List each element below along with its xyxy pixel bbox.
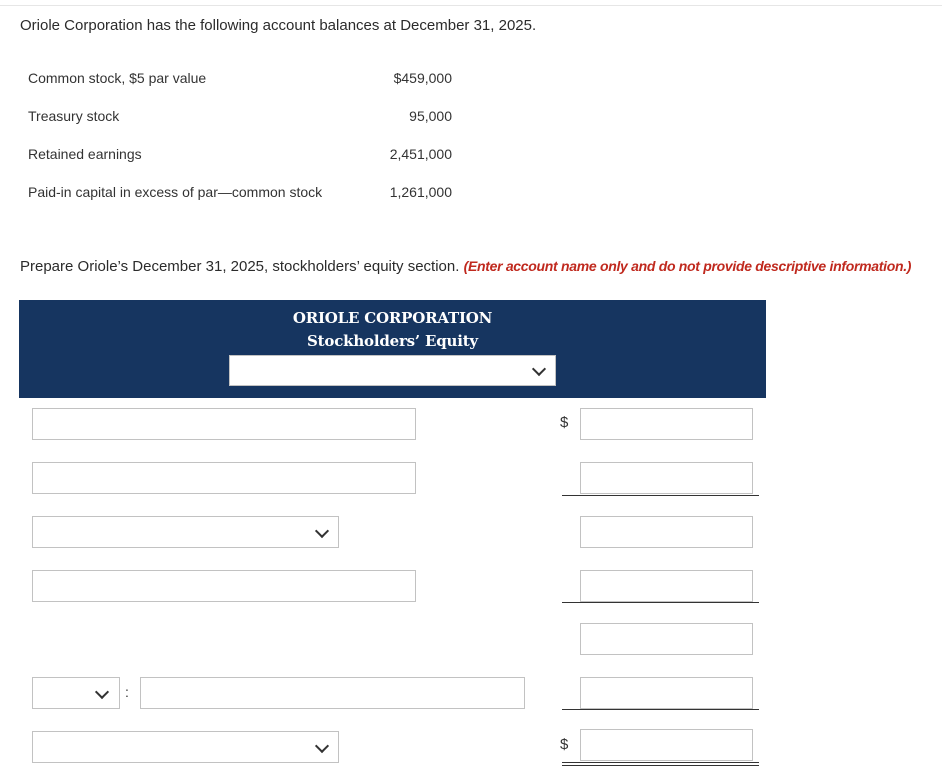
colon-separator: : bbox=[125, 684, 129, 700]
total-dropdown[interactable] bbox=[32, 731, 339, 763]
instruction-main: Prepare Oriole’s December 31, 2025, stockholders’ equity section. bbox=[20, 258, 460, 275]
amount-input-5[interactable] bbox=[580, 623, 753, 655]
chevron-down-icon bbox=[532, 362, 546, 376]
total-amount-input[interactable] bbox=[580, 729, 753, 761]
account-name-input-1[interactable] bbox=[32, 408, 416, 440]
balance-label-retained-earnings: Retained earnings bbox=[28, 146, 142, 162]
account-name-input-2[interactable] bbox=[32, 462, 416, 494]
amount-input-6[interactable] bbox=[580, 677, 753, 709]
amount-input-1[interactable] bbox=[580, 408, 753, 440]
chevron-down-icon bbox=[315, 739, 329, 753]
amount-input-3[interactable] bbox=[580, 516, 753, 548]
dollar-sign-1: $ bbox=[560, 414, 569, 431]
subtotal-underline-2 bbox=[562, 602, 759, 603]
total-double-underline-top bbox=[562, 762, 759, 763]
account-dropdown-1[interactable] bbox=[32, 516, 339, 548]
total-double-underline-bottom bbox=[562, 765, 759, 766]
amount-input-4[interactable] bbox=[580, 570, 753, 602]
intro-text: Oriole Corporation has the following account balances at December 31, 2025. bbox=[20, 17, 537, 34]
instruction-text bbox=[20, 258, 911, 275]
subtotal-underline-3 bbox=[562, 709, 759, 710]
subtotal-underline-1 bbox=[562, 495, 759, 496]
balance-label-treasury-stock: Treasury stock bbox=[28, 108, 120, 124]
company-name: ORIOLE CORPORATION bbox=[292, 309, 493, 327]
balance-value-retained-earnings: 2,451,000 bbox=[389, 146, 452, 162]
chevron-down-icon bbox=[315, 524, 329, 538]
chevron-down-icon bbox=[95, 685, 109, 699]
account-name-input-3[interactable] bbox=[32, 570, 416, 602]
balance-value-common-stock: $459,000 bbox=[393, 70, 452, 86]
balance-value-paid-in-capital: 1,261,000 bbox=[389, 184, 452, 200]
top-divider bbox=[0, 5, 942, 6]
account-name-input-4[interactable] bbox=[140, 677, 525, 709]
amount-input-2[interactable] bbox=[580, 462, 753, 494]
balance-value-treasury-stock: 95,000 bbox=[409, 108, 452, 124]
balance-label-paid-in-capital: Paid-in capital in excess of par—common stock bbox=[28, 184, 323, 200]
balance-label-common-stock: Common stock, $5 par value bbox=[28, 70, 207, 86]
instruction-note: (Enter account name only and do not provide descriptive information.) bbox=[463, 258, 912, 274]
less-dropdown[interactable] bbox=[32, 677, 120, 709]
date-dropdown[interactable] bbox=[229, 355, 556, 386]
statement-title: Stockholders’ Equity bbox=[307, 332, 478, 350]
dollar-sign-2: $ bbox=[560, 736, 569, 753]
